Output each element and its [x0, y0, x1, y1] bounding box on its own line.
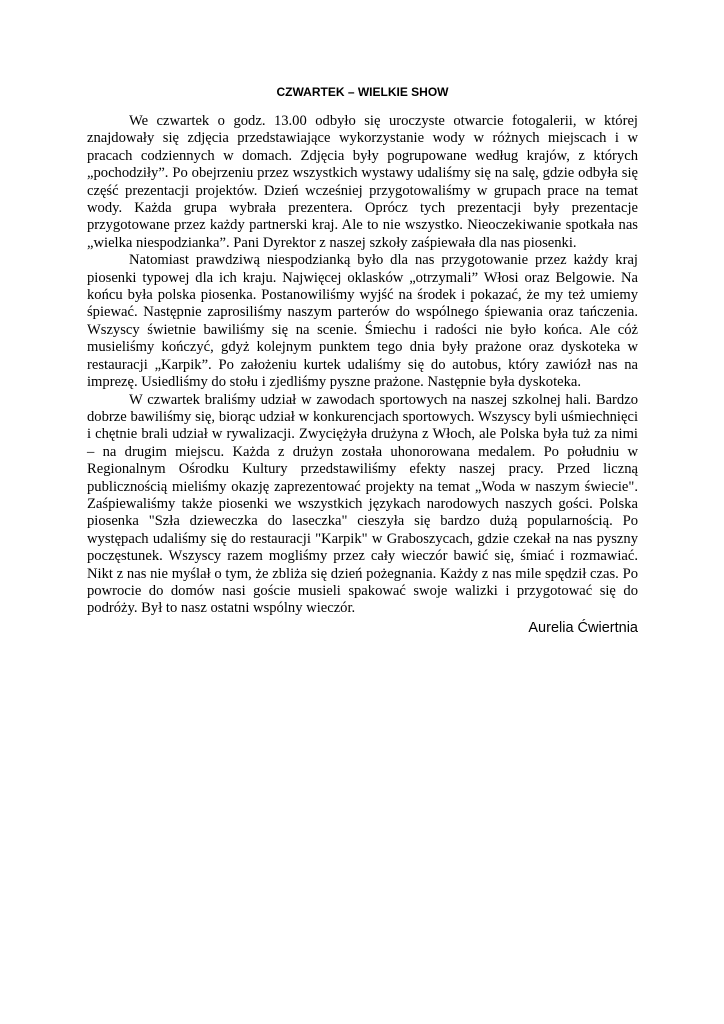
document-page: [87, 84, 638, 637]
author-signature: Aurelia Ćwiertnia: [528, 619, 638, 636]
paragraph-2: Natomiast prawdziwą niespodzianką było dla nas przygotowanie przez każdy kraj piosenki typowej dla ich kraju. Najwięcej oklasków „otrzymali” Włosi oraz Belgowie. Na końcu była polska piosenka. Postanowiliśmy wyjść na środek i pokazać, że my też umiemy śpiewać. Następnie zaprosiliśmy naszym parterów do wspólnego śpiewania oraz tańczenia. Wszyscy świetnie bawiliśmy się na scenie. Śmiechu i radości nie było końca. Ale cóż musieliśmy kończyć, gdyż kolejnym punktem tego dnia były prażone oraz dyskoteka w restauracji „Karpik”. Po założeniu kurtek udaliśmy się do autobus, który zawiózł nas na imprezę. Usiedliśmy do stołu i zjedliśmy pyszne prażone. Następnie była dyskoteka.: [87, 252, 638, 391]
document-title: CZWARTEK – WIELKIE SHOW: [276, 85, 449, 99]
paragraph-3: W czwartek braliśmy udział w zawodach sportowych na naszej szkolnej hali. Bardzo dobrze bawiliśmy się, biorąc udział w konkurencjach sportowych. Wszyscy byli uśmiechnięci i chętnie brali udział w rywalizacji. Zwyciężyła drużyna z Włoch, ale Polska była tuż za nimi – na drugim miejscu. Każda z drużyn została uhonorowana medalem. Po południu w Regionalnym Ośrodku Kultury przedstawiliśmy efekty naszej pracy. Przed liczną publicznością mieliśmy okazję zaprezentować projekty na temat „Woda w naszym świecie". Zaśpiewaliśmy także piosenki we wszystkich językach narodowych naszych gości. Polska piosenka "Szła dzieweczka do laseczka" cieszyła się bardzo dużą popularnością. Po występach udaliśmy się do restauracji "Karpik" w Graboszycach, gdzie czekał na nas pyszny poczęstunek. Wszyscy razem mogliśmy przez cały wieczór bawić się, śmiać i rozmawiać. Nikt z nas nie myślał o tym, że zbliża się dzień pożegnania. Każdy z nas mile spędził czas. Po powrocie do domów nasi goście musieli spakować swoje walizki i przygotować się do podróży. Był to nasz ostatni wspólny wieczór.: [87, 391, 638, 617]
paragraph-1: We czwartek o godz. 13.00 odbyło się uroczyste otwarcie fotogalerii, w której znajdowały się zdjęcia przedstawiające wykorzystanie wody w różnych miejscach i w pracach codziennych w domach. Zdjęcia były pogrupowane według krajów, z których „pochodziły”. Po obejrzeniu przez wszystkich wystawy udaliśmy się na salę, gdzie odbyła się część prezentacji projektów. Dzień wcześniej przygotowaliśmy w grupach prace na temat wody. Każda grupa wybrała prezentera. Oprócz tych prezentacji były prezentacje przygotowane przez każdy partnerski kraj. Ale to nie wszystko. Nieoczekiwanie spotkała nas „wielka niespodzianka”. Pani Dyrektor z naszej szkoły zaśpiewała dla nas piosenki.: [87, 113, 638, 251]
